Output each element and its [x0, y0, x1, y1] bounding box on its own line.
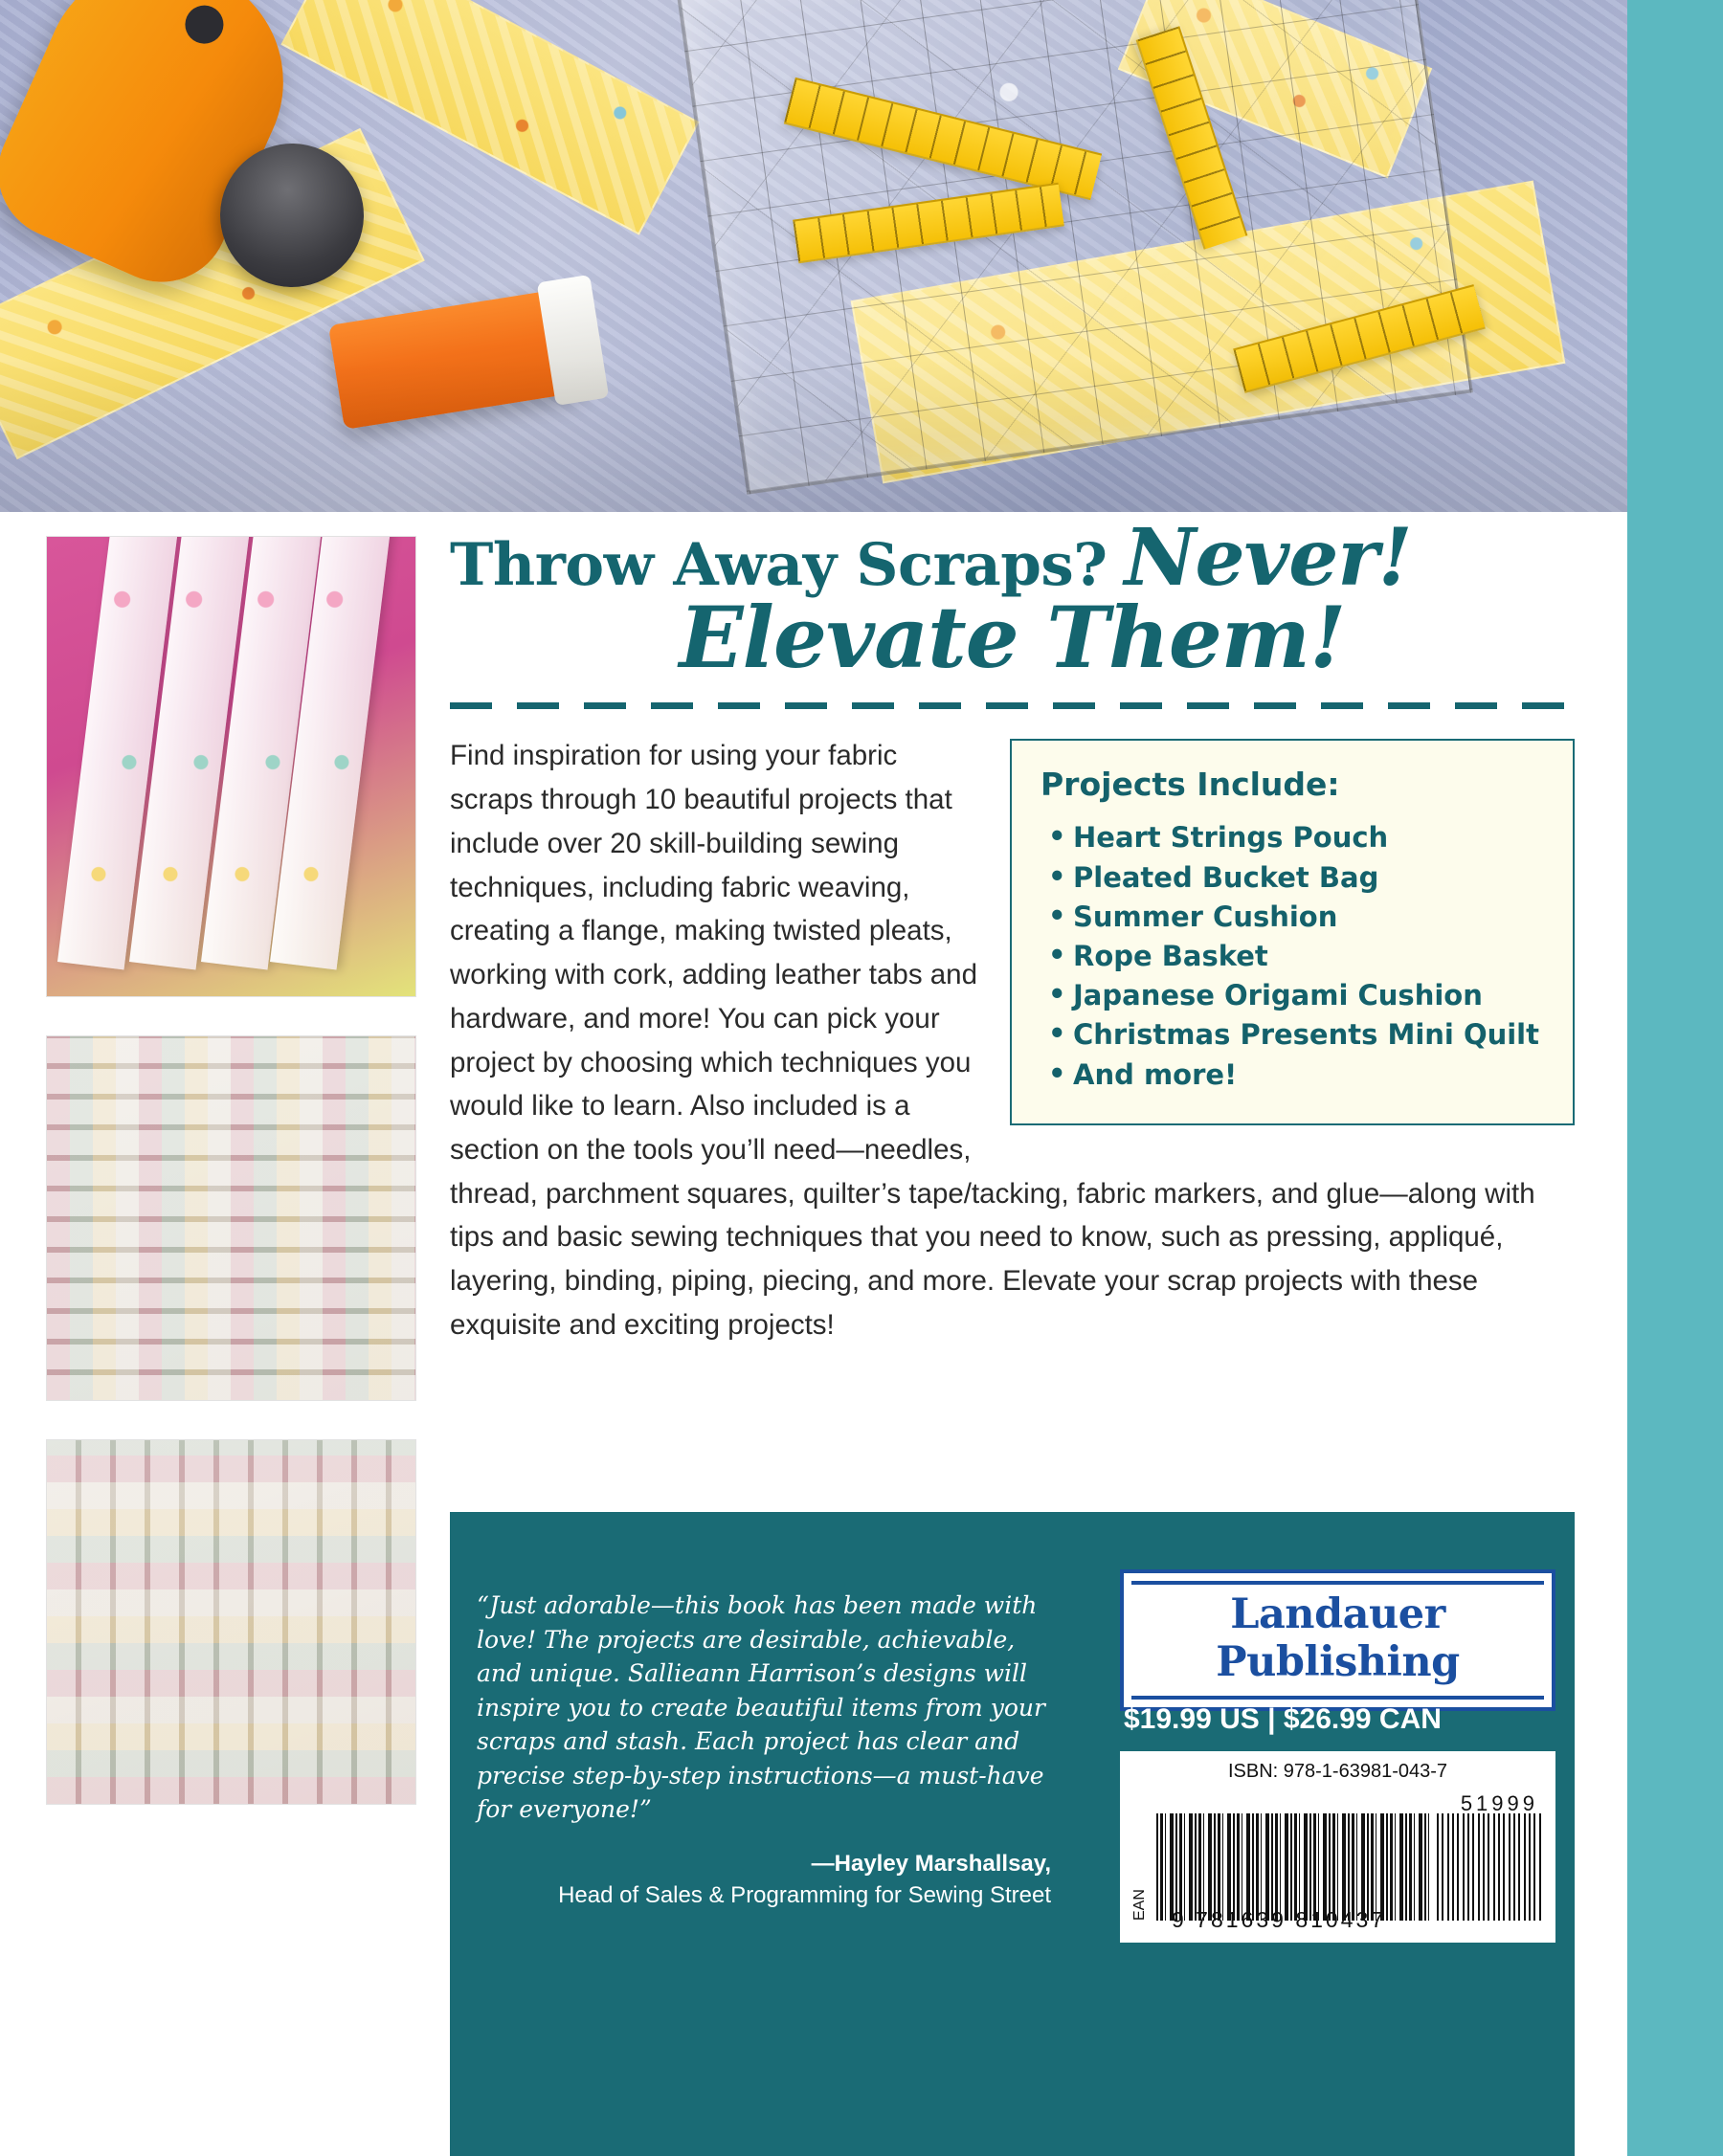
- headline-never: Never!: [1124, 512, 1412, 604]
- headline: [450, 512, 1575, 688]
- photo-woven-patchwork-quilt: [46, 1439, 416, 1805]
- top-banner-photo: [0, 0, 1627, 512]
- dashed-divider: [450, 702, 1575, 709]
- testimonial-author: —Hayley Marshallsay,: [811, 1850, 1051, 1877]
- barcode-block: [1120, 1751, 1555, 1943]
- project-list-item: • Summer Cushion: [1041, 898, 1544, 937]
- project-list-item: • Japanese Origami Cushion: [1041, 976, 1544, 1015]
- publisher-logo: [1120, 1569, 1555, 1711]
- isbn-text: ISBN: 978-1-63981-043-7: [1227, 1761, 1448, 1782]
- price-text: $19.99 US | $26.99 CAN: [1124, 1703, 1442, 1735]
- headline-line-2: Elevate Them!: [679, 588, 1346, 688]
- photo-folded-floral-fabric: [46, 536, 416, 997]
- testimonial-quote: “Just adorable—this book has been made with love! The projects are desirable, achievable, and unique. Sallieann Harrison’s designs will inspire you to create beautiful items from your scraps and stash. Each project has clear and precise step-by-step instructions—a must-have for everyone!”: [477, 1591, 1045, 1823]
- project-list-item: • Heart Strings Pouch: [1041, 818, 1544, 857]
- projects-box-title: Projects Include:: [1041, 766, 1340, 804]
- left-photo-column: [46, 536, 414, 1843]
- testimonial-attribution: [477, 1848, 1051, 1912]
- addon-barcode-bars: [1437, 1813, 1544, 1921]
- testimonial-role: Head of Sales & Programming for Sewing Street: [558, 1882, 1051, 1909]
- photo-woven-fabric-strips: [46, 1035, 416, 1401]
- description-paragraph: Find inspiration for using your fabric scraps through 10 beautiful projects that include over 20 skill-building sewing techniques, including fabric weaving, creating a flange, making twisted pleats, working with cork, adding leather tabs and hardware, and more! You can pick your project by choosing which techniques you would like to learn. Also included is a section on the tools you’ll need—needles, thread, parchment squares, quilter’s tape/tacking, fabric markers, and glue—along with tips and basic sewing techniques that you need to know, such as pressing, appliqué, layering, binding, piping, piecing, and more. Elevate your scrap projects with these exquisite and exciting projects!: [450, 740, 1535, 1341]
- publisher-name: Landauer Publishing: [1131, 1581, 1544, 1700]
- woven-patchwork-pattern: [47, 1440, 415, 1804]
- testimonial-block: [477, 1589, 1051, 1912]
- body-and-projects: [450, 734, 1575, 1346]
- woven-strip-pattern: [47, 1036, 415, 1400]
- ean-barcode-digits: 9 781639 810437: [1172, 1907, 1387, 1932]
- footer-panel: [450, 1512, 1575, 2156]
- ean-label: EAN: [1131, 1889, 1148, 1921]
- project-list-item: • Christmas Presents Mini Quilt: [1041, 1015, 1544, 1055]
- project-list-item: • Pleated Bucket Bag: [1041, 858, 1544, 898]
- project-list-item: • And more!: [1041, 1056, 1544, 1095]
- projects-include-box: [1010, 739, 1575, 1124]
- main-text-column: [450, 512, 1575, 1347]
- rotary-cutter-bolt: [179, 0, 230, 50]
- headline-question: Throw Away Scraps?: [450, 531, 1108, 599]
- ean-barcode-bars: [1156, 1813, 1429, 1921]
- project-list-item: • Rope Basket: [1041, 937, 1544, 976]
- addon-barcode-digits: 51999: [1460, 1791, 1538, 1815]
